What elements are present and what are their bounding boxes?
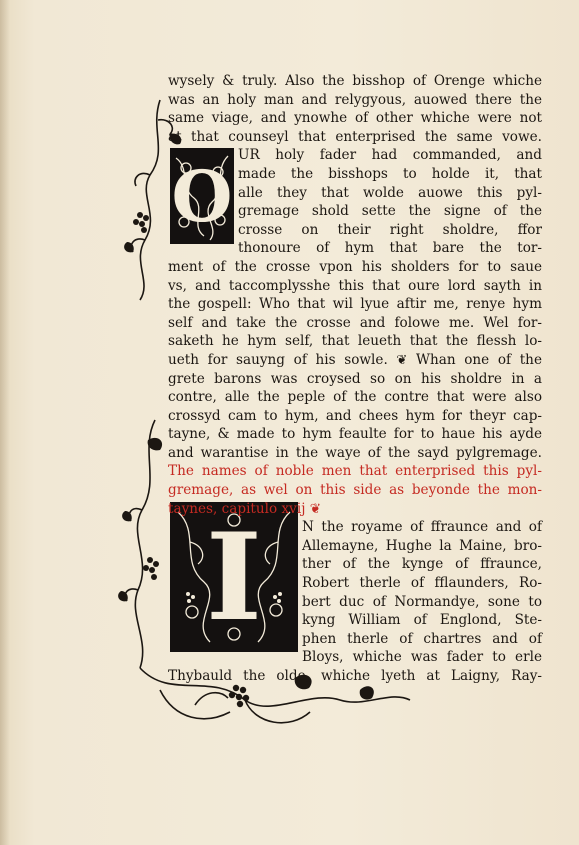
text-line: tayne, & made to hym feaulte for to haue his ayde bbox=[168, 426, 542, 443]
rubric-heading-line: gremage, as wel on this side as beyonde the mon- bbox=[168, 482, 542, 499]
text-line: at that counseyl that enterprised the same vowe. bbox=[168, 128, 542, 145]
text-line: contre, alle the peple of the contre that were also bbox=[168, 389, 542, 406]
text-line: saketh he hym self, that leueth that the flessh lo- bbox=[168, 333, 542, 350]
text-line: bert duc of Normandye, sone to bbox=[302, 593, 542, 610]
text-line: N the royame of ffraunce and of bbox=[302, 519, 542, 536]
text-line: grete barons was croysed so on his sholdre in a bbox=[168, 370, 542, 387]
text-line: Allemayne, Hughe la Maine, bro- bbox=[302, 537, 542, 554]
text-line: made the bisshops to holde it, that bbox=[238, 165, 542, 182]
rubric-heading-text: taynes, capitulo xvij bbox=[168, 500, 306, 517]
text-line: was an holy man and relygyous, auowed there the bbox=[168, 91, 542, 108]
rubric-heading-line: The names of noble men that enterprised this pyl- bbox=[168, 463, 542, 480]
text-line: vs, and taccomplysshe this that oure lord sayth in bbox=[168, 277, 542, 294]
decorated-initial-o bbox=[170, 148, 234, 244]
text-line: crosse on their right sholdre, ffor bbox=[238, 221, 542, 238]
text-line: wysely & truly. Also the bisshop of Orenge whiche bbox=[168, 73, 542, 89]
text-line: ment of the crosse vpon his sholders for to saue bbox=[168, 258, 542, 275]
text-fragment: Whan one of the bbox=[415, 351, 542, 368]
text-line: UR holy fader had commanded, and bbox=[238, 147, 542, 164]
text-line: Bloys, whiche was fader to erle bbox=[302, 649, 542, 666]
leaf-ornament-icon: ❦ bbox=[396, 352, 408, 368]
text-line: gremage shold sette the signe of the bbox=[238, 203, 542, 220]
text-line: ther of the kynge of ffraunce, bbox=[302, 556, 542, 573]
text-line: crossyd cam to hym, and chees hym for theyr cap- bbox=[168, 407, 542, 424]
text-line: self and take the crosse and folowe me. Wel for- bbox=[168, 314, 542, 331]
text-line: Robert therle of fflaunders, Ro- bbox=[302, 575, 542, 592]
text-line: thonoure of hym that bare the tor- bbox=[238, 240, 542, 257]
initial-letter-i: I bbox=[205, 506, 263, 648]
text-line: the gospell: Who that wil lyue aftir me, renye hym bbox=[168, 296, 542, 313]
text-line: phen therle of chartres and of bbox=[302, 630, 542, 647]
text-line: same viage, and ynowhe of other whiche were not bbox=[168, 110, 542, 127]
text-fragment: ueth for sauyng of his sowle. bbox=[168, 351, 388, 368]
text-line: kyng William of Englond, Ste- bbox=[302, 612, 542, 629]
rubric-leaf-icon: ❦ bbox=[309, 500, 322, 517]
text-line: alle they that wolde auowe this pyl- bbox=[238, 184, 542, 201]
text-line: and warantise in the waye of the sayd pylgremage. bbox=[168, 444, 542, 461]
text-line: Thybauld the olde, whiche lyeth at Laigny, Ray- bbox=[168, 668, 542, 684]
text-line-with-leaf bbox=[168, 351, 542, 370]
initial-letter-o: O bbox=[171, 154, 233, 238]
